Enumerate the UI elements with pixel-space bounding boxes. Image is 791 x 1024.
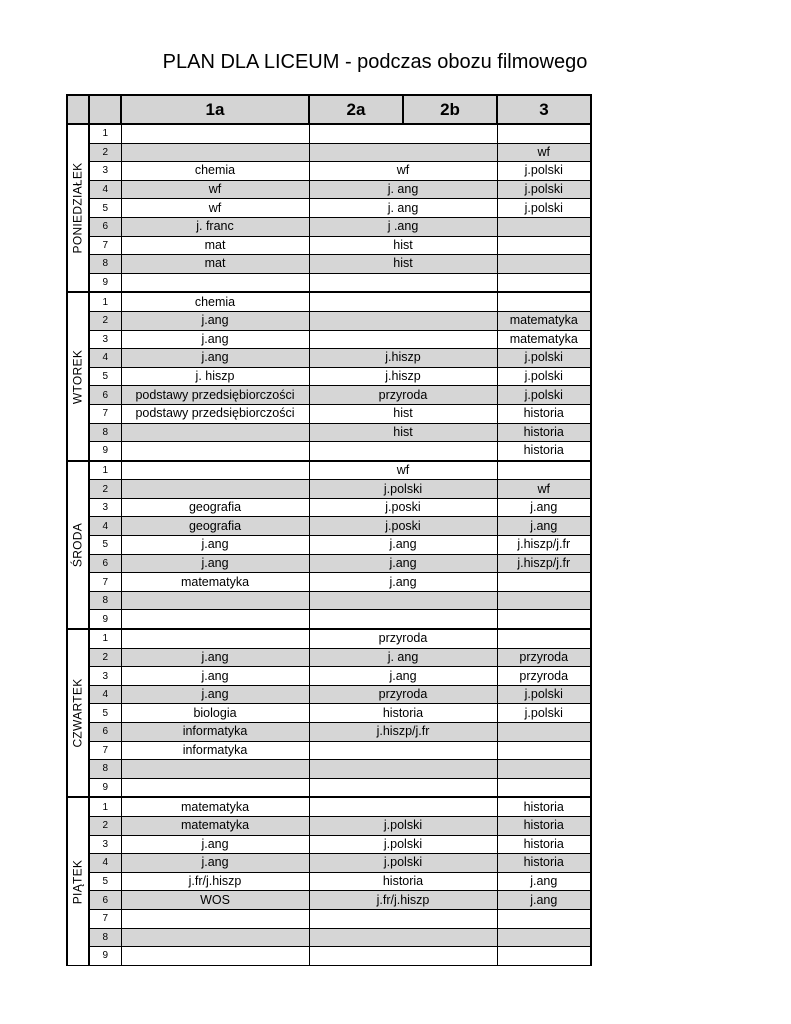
lesson-number: 4	[89, 180, 121, 199]
cell-2a-2b: j.polski	[309, 480, 497, 499]
lesson-number: 2	[89, 816, 121, 835]
lesson-number: 8	[89, 591, 121, 610]
cell-3	[497, 778, 591, 797]
cell-3	[497, 591, 591, 610]
cell-1a	[121, 928, 309, 947]
cell-3	[497, 255, 591, 274]
table-row	[67, 498, 591, 517]
cell-3: j.polski	[497, 162, 591, 181]
cell-2a-2b	[309, 909, 497, 928]
lesson-number: 8	[89, 423, 121, 442]
page-title: PLAN DLA LICEUM - podczas obozu filmowego	[162, 51, 588, 73]
table-row	[67, 404, 591, 423]
cell-1a: wf	[121, 180, 309, 199]
lesson-number: 9	[89, 273, 121, 292]
cell-2a-2b: j.polski	[309, 835, 497, 854]
table-row	[67, 835, 591, 854]
header-row	[67, 95, 591, 124]
cell-1a: j. franc	[121, 217, 309, 236]
cell-1a	[121, 124, 309, 143]
cell-2a-2b	[309, 311, 497, 330]
lesson-number: 1	[89, 124, 121, 143]
lesson-number: 4	[89, 517, 121, 536]
cell-1a: matematyka	[121, 797, 309, 816]
lesson-number: 7	[89, 741, 121, 760]
lesson-number: 5	[89, 704, 121, 723]
cell-1a: WOS	[121, 891, 309, 910]
cell-3: j.ang	[497, 872, 591, 891]
cell-1a: j.ang	[121, 854, 309, 873]
cell-2a-2b: j.fr/j.hiszp	[309, 891, 497, 910]
cell-2a-2b: j.poski	[309, 517, 497, 536]
cell-3: j.hiszp/j.fr	[497, 554, 591, 573]
table-row	[67, 741, 591, 760]
lesson-number: 1	[89, 461, 121, 480]
cell-3: historia	[497, 854, 591, 873]
lesson-number: 4	[89, 854, 121, 873]
cell-3	[497, 909, 591, 928]
lesson-number: 5	[89, 872, 121, 891]
cell-3	[497, 236, 591, 255]
table-row	[67, 648, 591, 667]
table-row	[67, 273, 591, 292]
cell-3: matematyka	[497, 311, 591, 330]
table-row	[67, 723, 591, 742]
lesson-number: 3	[89, 330, 121, 349]
day-name: WTOREK	[70, 349, 85, 404]
cell-3: j.polski	[497, 704, 591, 723]
cell-2a-2b: j.polski	[309, 816, 497, 835]
lesson-number: 9	[89, 778, 121, 797]
lesson-number: 9	[89, 610, 121, 629]
lesson-number: 2	[89, 480, 121, 499]
table-row	[67, 797, 591, 816]
cell-3: j.ang	[497, 891, 591, 910]
table-row	[67, 461, 591, 480]
cell-1a	[121, 480, 309, 499]
table-row	[67, 311, 591, 330]
table-row	[67, 180, 591, 199]
table-row	[67, 760, 591, 779]
cell-3: j.polski	[497, 386, 591, 405]
table-row	[67, 386, 591, 405]
cell-3: wf	[497, 480, 591, 499]
cell-2a-2b	[309, 610, 497, 629]
cell-2a-2b: j.hiszp/j.fr	[309, 723, 497, 742]
day-name: PIĄTEK	[70, 859, 85, 904]
day-label-cell	[67, 124, 89, 292]
lesson-number: 9	[89, 947, 121, 966]
lesson-number: 8	[89, 255, 121, 274]
lesson-number: 2	[89, 648, 121, 667]
day-name: CZWARTEK	[70, 678, 85, 748]
cell-1a: geografia	[121, 498, 309, 517]
cell-1a	[121, 461, 309, 480]
column-header-2a: 2a	[309, 95, 403, 124]
table-row	[67, 854, 591, 873]
cell-2a-2b	[309, 273, 497, 292]
cell-1a: mat	[121, 255, 309, 274]
cell-2a-2b	[309, 760, 497, 779]
lesson-number: 6	[89, 723, 121, 742]
cell-3	[497, 947, 591, 966]
lesson-number: 3	[89, 162, 121, 181]
cell-1a	[121, 947, 309, 966]
table-row	[67, 591, 591, 610]
cell-1a	[121, 143, 309, 162]
day-label-cell	[67, 629, 89, 797]
day-label-cell	[67, 797, 89, 965]
table-row	[67, 292, 591, 311]
cell-1a: j.ang	[121, 667, 309, 686]
cell-2a-2b: j. ang	[309, 180, 497, 199]
cell-1a	[121, 423, 309, 442]
table-row	[67, 667, 591, 686]
cell-1a: j.ang	[121, 330, 309, 349]
cell-1a	[121, 760, 309, 779]
cell-3	[497, 629, 591, 648]
cell-3: przyroda	[497, 667, 591, 686]
cell-3	[497, 741, 591, 760]
cell-1a: chemia	[121, 292, 309, 311]
cell-2a-2b: j.poski	[309, 498, 497, 517]
lesson-number: 7	[89, 573, 121, 592]
cell-1a: podstawy przedsiębiorczości	[121, 404, 309, 423]
column-header-2b: 2b	[403, 95, 497, 124]
lesson-number: 2	[89, 143, 121, 162]
cell-1a	[121, 610, 309, 629]
cell-2a-2b	[309, 292, 497, 311]
cell-3: j.polski	[497, 349, 591, 368]
corner-cell	[67, 95, 89, 124]
cell-2a-2b	[309, 928, 497, 947]
cell-1a	[121, 273, 309, 292]
cell-1a: matematyka	[121, 573, 309, 592]
cell-1a: podstawy przedsiębiorczości	[121, 386, 309, 405]
cell-2a-2b: przyroda	[309, 386, 497, 405]
table-row	[67, 704, 591, 723]
lesson-number: 8	[89, 928, 121, 947]
table-row	[67, 610, 591, 629]
cell-1a: j.ang	[121, 685, 309, 704]
table-row	[67, 199, 591, 218]
cell-3: j.ang	[497, 517, 591, 536]
table-row	[67, 255, 591, 274]
cell-1a: j.ang	[121, 349, 309, 368]
table-row	[67, 816, 591, 835]
cell-3	[497, 573, 591, 592]
cell-3: matematyka	[497, 330, 591, 349]
cell-2a-2b: j.ang	[309, 554, 497, 573]
lesson-number: 5	[89, 199, 121, 218]
table-row	[67, 124, 591, 143]
lesson-number: 3	[89, 498, 121, 517]
table-row	[67, 143, 591, 162]
cell-3	[497, 928, 591, 947]
schedule-body	[67, 95, 591, 965]
cell-3: j.polski	[497, 685, 591, 704]
cell-2a-2b	[309, 124, 497, 143]
table-row	[67, 536, 591, 555]
table-row	[67, 236, 591, 255]
table-row	[67, 480, 591, 499]
cell-3: historia	[497, 442, 591, 461]
lesson-number: 5	[89, 536, 121, 555]
table-row	[67, 217, 591, 236]
cell-3: wf	[497, 143, 591, 162]
cell-2a-2b: j.polski	[309, 854, 497, 873]
cell-2a-2b: j. ang	[309, 648, 497, 667]
cell-3	[497, 760, 591, 779]
lesson-number: 6	[89, 386, 121, 405]
lesson-number: 7	[89, 909, 121, 928]
cell-3: j.polski	[497, 199, 591, 218]
cell-3: j.polski	[497, 367, 591, 386]
cell-3	[497, 610, 591, 629]
cell-1a: j.fr/j.hiszp	[121, 872, 309, 891]
table-row	[67, 349, 591, 368]
cell-3: j.hiszp/j.fr	[497, 536, 591, 555]
cell-3	[497, 461, 591, 480]
cell-2a-2b: wf	[309, 162, 497, 181]
cell-1a: informatyka	[121, 723, 309, 742]
cell-2a-2b: j.hiszp	[309, 367, 497, 386]
cell-2a-2b	[309, 947, 497, 966]
cell-3	[497, 723, 591, 742]
day-name: ŚRODA	[70, 522, 85, 567]
lesson-number: 3	[89, 667, 121, 686]
lesson-number: 4	[89, 685, 121, 704]
cell-2a-2b: hist	[309, 236, 497, 255]
cell-2a-2b: hist	[309, 404, 497, 423]
cell-1a: matematyka	[121, 816, 309, 835]
cell-2a-2b: historia	[309, 704, 497, 723]
cell-1a: geografia	[121, 517, 309, 536]
cell-1a: j.ang	[121, 311, 309, 330]
cell-2a-2b: przyroda	[309, 629, 497, 648]
table-row	[67, 947, 591, 966]
cell-1a: chemia	[121, 162, 309, 181]
cell-1a: j.ang	[121, 554, 309, 573]
cell-1a: informatyka	[121, 741, 309, 760]
day-label-cell	[67, 292, 89, 460]
cell-2a-2b: hist	[309, 423, 497, 442]
table-row	[67, 367, 591, 386]
cell-1a	[121, 909, 309, 928]
cell-1a: j. hiszp	[121, 367, 309, 386]
column-header-1a: 1a	[121, 95, 309, 124]
cell-3: przyroda	[497, 648, 591, 667]
cell-2a-2b	[309, 797, 497, 816]
cell-2a-2b: wf	[309, 461, 497, 480]
cell-2a-2b: j.ang	[309, 667, 497, 686]
cell-2a-2b	[309, 591, 497, 610]
lesson-number: 8	[89, 760, 121, 779]
cell-3	[497, 124, 591, 143]
cell-2a-2b: hist	[309, 255, 497, 274]
cell-2a-2b	[309, 143, 497, 162]
cell-2a-2b: j.ang	[309, 536, 497, 555]
table-row	[67, 629, 591, 648]
lesson-number: 6	[89, 891, 121, 910]
table-row	[67, 517, 591, 536]
lesson-number: 7	[89, 236, 121, 255]
lesson-number: 7	[89, 404, 121, 423]
column-header-3: 3	[497, 95, 591, 124]
cell-1a: wf	[121, 199, 309, 218]
cell-1a: biologia	[121, 704, 309, 723]
table-row	[67, 442, 591, 461]
table-row	[67, 330, 591, 349]
cell-2a-2b: j .ang	[309, 217, 497, 236]
table-row	[67, 909, 591, 928]
lesson-number: 6	[89, 217, 121, 236]
table-row	[67, 685, 591, 704]
cell-1a: mat	[121, 236, 309, 255]
cell-2a-2b	[309, 442, 497, 461]
table-row	[67, 778, 591, 797]
cell-1a: j.ang	[121, 835, 309, 854]
table-row	[67, 891, 591, 910]
lesson-number-header	[89, 95, 121, 124]
cell-3: historia	[497, 797, 591, 816]
table-row	[67, 573, 591, 592]
lesson-number: 3	[89, 835, 121, 854]
cell-3: j.ang	[497, 498, 591, 517]
cell-1a	[121, 591, 309, 610]
cell-3	[497, 273, 591, 292]
cell-3: historia	[497, 423, 591, 442]
table-row	[67, 928, 591, 947]
cell-3	[497, 217, 591, 236]
lesson-number: 1	[89, 629, 121, 648]
cell-1a	[121, 778, 309, 797]
cell-3: j.polski	[497, 180, 591, 199]
lesson-number: 1	[89, 797, 121, 816]
day-label-cell	[67, 461, 89, 629]
cell-2a-2b	[309, 741, 497, 760]
table-row	[67, 162, 591, 181]
cell-2a-2b: przyroda	[309, 685, 497, 704]
cell-2a-2b: j.hiszp	[309, 349, 497, 368]
cell-2a-2b: j. ang	[309, 199, 497, 218]
cell-3: historia	[497, 404, 591, 423]
schedule-table	[66, 94, 592, 966]
cell-3: historia	[497, 816, 591, 835]
cell-2a-2b: j.ang	[309, 573, 497, 592]
table-row	[67, 423, 591, 442]
cell-1a	[121, 442, 309, 461]
lesson-number: 4	[89, 349, 121, 368]
cell-2a-2b	[309, 330, 497, 349]
lesson-number: 9	[89, 442, 121, 461]
table-row	[67, 554, 591, 573]
cell-2a-2b	[309, 778, 497, 797]
lesson-number: 1	[89, 292, 121, 311]
cell-3	[497, 292, 591, 311]
lesson-number: 5	[89, 367, 121, 386]
cell-1a: j.ang	[121, 536, 309, 555]
cell-1a	[121, 629, 309, 648]
cell-2a-2b: historia	[309, 872, 497, 891]
day-name: PONIEDZIAŁEK	[70, 162, 85, 254]
table-row	[67, 872, 591, 891]
cell-3: historia	[497, 835, 591, 854]
cell-1a: j.ang	[121, 648, 309, 667]
lesson-number: 2	[89, 311, 121, 330]
lesson-number: 6	[89, 554, 121, 573]
